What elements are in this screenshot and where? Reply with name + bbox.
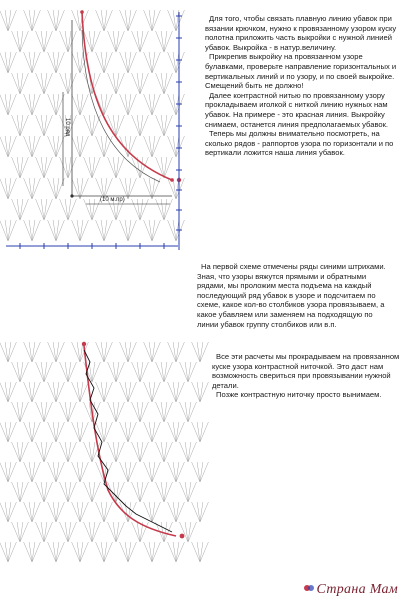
- site-watermark: [303, 582, 399, 598]
- route-start-dot: [82, 342, 86, 346]
- crochet-pattern-grid: [0, 10, 184, 241]
- pattern-diagram-top: [0, 0, 202, 262]
- pin-bottom: [170, 178, 174, 182]
- pin-dot-left: [70, 194, 73, 197]
- paragraph-1: Для того, чтобы связать плавную линию убавок при вязании крючком, нужно к провязанному узором куску полотна приложить часть выкройки с нужной линией убавок. Выкройка - в натур.величину.: [205, 14, 397, 52]
- paragraph-5: На первой схеме отмечены ряды синими штрихами. Зная, что узоры вяжутся прямыми и обратными рядами, мы проложим места подъема на каждый последующий ряд убавок в узоре и подсчитаем по схеме, какое кол-во столбиков узора провязываем, а какое убавляем или заменяем на подходящую по линии убавок группу столбиков или в.п.: [197, 262, 386, 329]
- pin-top: [80, 10, 84, 14]
- paragraph-2: Прикрепив выкройку на провязанном узоре булавками, проверьте направление горизонтальных и вертикальных линий и по узору, и по своей выкройке. Смещений быть не должно!: [205, 52, 397, 91]
- route-end-dot: [180, 534, 185, 539]
- instruction-block-top: [205, 14, 401, 158]
- horizontal-measure-label: (10 м.пр): [100, 197, 125, 203]
- template-outline: [72, 20, 172, 196]
- site-logo-icon: [303, 582, 315, 594]
- crochet-pattern-grid-2: [0, 342, 208, 562]
- paragraph-3: Далее контрастной нитью по провязанному узору прокладываем иголкой с ниткой линию нужных нам убавок. На примере - это красная линия. Выкройку снимаем, останется линия предполагаемых убавок.: [205, 90, 389, 129]
- watermark-text: Страна Мам: [316, 582, 398, 597]
- paragraph-7: Позже контрастную ниточку просто вынимаем.: [216, 390, 382, 400]
- vertical-measure-label: 10 ряд: [64, 118, 70, 137]
- paragraph-6: Все эти расчеты мы прокрадываем на провязанном куске узора контрастной ниточкой. Это даст нам возможность свериться при провязывании нужной детали.: [212, 352, 400, 390]
- instruction-block-middle: [197, 262, 395, 329]
- paragraph-4: Теперь мы должны внимательно посмотреть, на сколько рядов - раппортов узора по горизонтали и по вертикали ложится наша линия убавок.: [205, 129, 394, 158]
- instruction-block-bottom: [212, 352, 400, 400]
- pattern-diagram-bottom: [0, 340, 210, 566]
